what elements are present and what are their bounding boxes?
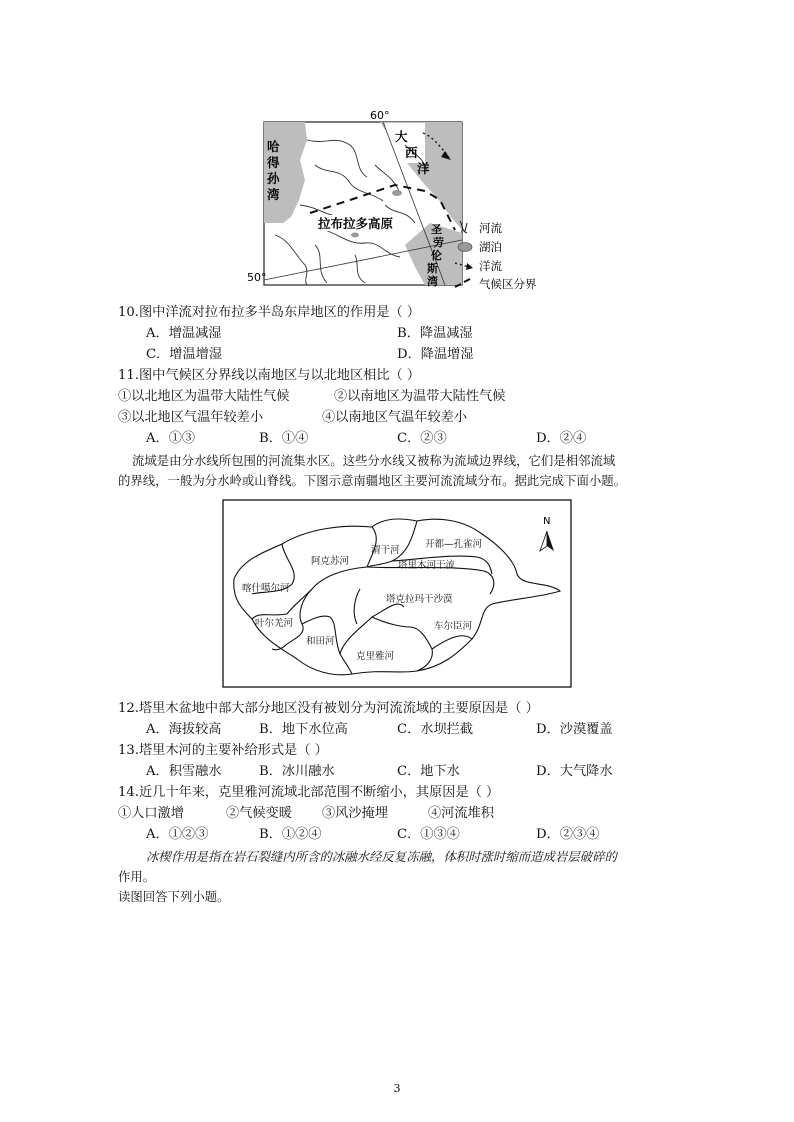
q14-item-3: ③风沙掩埋 xyxy=(322,806,388,821)
svg-text:60°: 60° xyxy=(370,109,390,122)
q10-option-a[interactable]: A．增温减湿 xyxy=(146,326,222,341)
q13-option-a[interactable]: A．积雪融水 xyxy=(146,764,222,779)
q11-item-2: ②以南地区为温带大陆性气候 xyxy=(334,389,506,404)
q11-option-d[interactable]: D．②④ xyxy=(536,431,587,446)
plateau-label: 拉布拉多高原 xyxy=(318,216,394,231)
label-weigan: 渭干河 xyxy=(371,545,400,556)
question-12-stem: 12.塔里木盆地中部大部分地区没有被划分为河流流域的主要原因是（ ） xyxy=(118,701,539,716)
q12-option-a[interactable]: A．海拔较高 xyxy=(146,722,222,737)
svg-text:湾: 湾 xyxy=(427,275,438,288)
label-keriya: 克里雅河 xyxy=(356,651,395,662)
q14-item-4: ④河流堆积 xyxy=(428,806,494,821)
question-13-stem: 13.塔里木河的主要补给形式是（ ） xyxy=(118,743,328,758)
svg-text:洋: 洋 xyxy=(417,161,430,176)
xinjiang-watershed-map xyxy=(222,499,572,689)
svg-text:孙: 孙 xyxy=(267,171,280,186)
q12-option-c[interactable]: C．水坝拦截 xyxy=(397,722,474,737)
q12-option-d[interactable]: D．沙漠覆盖 xyxy=(536,722,613,737)
q13-option-b[interactable]: B．冰川融水 xyxy=(259,764,335,779)
q11-option-c[interactable]: C．②③ xyxy=(397,431,447,446)
svg-text:劳: 劳 xyxy=(433,236,444,249)
svg-text:河流: 河流 xyxy=(479,221,502,235)
label-tarim-main: 塔里木河干流 xyxy=(398,560,456,571)
q11-option-a[interactable]: A．①③ xyxy=(146,431,196,446)
svg-text:N: N xyxy=(543,516,551,527)
q14-option-c[interactable]: C．①③④ xyxy=(397,827,460,842)
question-10-stem: 10.图中洋流对拉布拉多半岛东岸地区的作用是（ ） xyxy=(118,305,421,320)
passage-read-figure: 读图回答下列小题。 xyxy=(118,889,230,904)
svg-text:哈: 哈 xyxy=(267,139,280,154)
svg-text:得: 得 xyxy=(267,155,280,170)
svg-text:50°: 50° xyxy=(247,271,267,284)
label-taklamakan: 塔克拉玛干沙漠 xyxy=(386,594,453,605)
label-aksu: 阿克苏河 xyxy=(311,556,350,567)
svg-text:湾: 湾 xyxy=(267,187,280,202)
page-number: 3 xyxy=(393,1082,401,1095)
label-hotan: 和田河 xyxy=(306,636,335,647)
q10-option-c[interactable]: C．增温增湿 xyxy=(146,347,223,362)
label-qarqan: 车尔臣河 xyxy=(434,621,473,632)
passage-watershed-line1: 流域是由分水线所包围的河流集水区。这些分水线又被称为流域边界线，它们是相邻流域 xyxy=(132,453,616,468)
hudson-bay-label xyxy=(266,139,280,202)
map1-legend xyxy=(455,221,537,291)
q14-item-1: ①人口激增 xyxy=(118,806,184,821)
q14-option-d[interactable]: D．②③④ xyxy=(536,827,600,842)
q14-option-b[interactable]: B．①②④ xyxy=(259,827,322,842)
passage-ice-wedge-line1: 冰楔作用是指在岩石裂缝内所含的冰融水经反复冻融，体积时涨时缩而造成岩层破碎的 xyxy=(146,849,617,864)
svg-text:伦: 伦 xyxy=(431,249,442,262)
q11-option-b[interactable]: B．①④ xyxy=(259,431,309,446)
label-kaidu-kongque: 开都—孔雀河 xyxy=(425,539,483,550)
q12-option-b[interactable]: B．地下水位高 xyxy=(259,722,348,737)
q14-item-2: ②气候变暖 xyxy=(226,806,292,821)
svg-text:气候区分界: 气候区分界 xyxy=(479,277,537,291)
svg-text:斯: 斯 xyxy=(427,262,438,275)
q13-option-c[interactable]: C．地下水 xyxy=(397,764,460,779)
svg-text:大: 大 xyxy=(395,129,408,144)
svg-text:西: 西 xyxy=(405,145,418,160)
label-yarkand: 叶尔羌河 xyxy=(255,618,294,629)
q11-item-3: ③以北地区气温年较差小 xyxy=(118,410,264,425)
q14-option-a[interactable]: A．①②③ xyxy=(146,827,209,842)
passage-ice-wedge-line2: 作用。 xyxy=(118,869,156,884)
q11-item-1: ①以北地区为温带大陆性气候 xyxy=(118,389,290,404)
svg-text:圣: 圣 xyxy=(431,223,442,236)
q10-option-d[interactable]: D．降温增湿 xyxy=(397,347,474,362)
q11-item-4: ④以南地区气温年较差小 xyxy=(322,410,468,425)
question-11-stem: 11.图中气候区分界线以南地区与以北地区相比（ ） xyxy=(118,368,421,383)
label-kashgar: 喀什噶尔河 xyxy=(242,583,290,594)
passage-watershed-line2: 的界线，一般为分水岭或山脊线。下图示意南疆地区主要河流流域分布。据此完成下面小题。 xyxy=(118,473,627,488)
q13-option-d[interactable]: D．大气降水 xyxy=(536,764,613,779)
question-14-stem: 14.近几十年来，克里雅河流域北部范围不断缩小，其原因是（ ） xyxy=(118,785,500,800)
q10-option-b[interactable]: B．降温减湿 xyxy=(397,326,473,341)
labrador-map xyxy=(247,105,565,295)
svg-text:湖泊: 湖泊 xyxy=(479,240,502,254)
svg-text:洋流: 洋流 xyxy=(479,259,502,273)
